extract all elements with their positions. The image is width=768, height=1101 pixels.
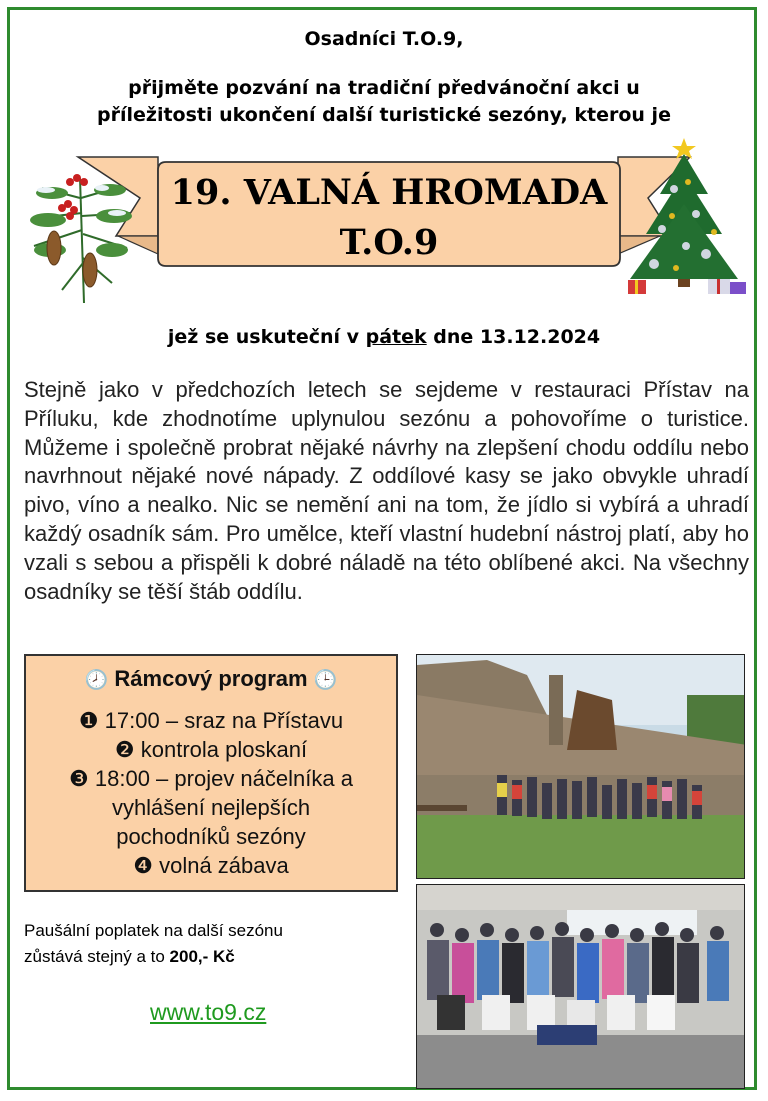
program-item: ❸ 18:00 – projev náčelníka a: [69, 766, 353, 791]
event-date-suffix: dne 13.12.2024: [426, 326, 601, 348]
clock-icon: 🕒: [313, 670, 338, 691]
fee-line-1: Paušální poplatek na další sezónu: [24, 921, 283, 940]
program-item: vyhlášení nejlepších: [111, 795, 311, 820]
program-item: ❷ kontrola ploskaní: [114, 737, 308, 762]
photo-castle-group: [416, 654, 745, 879]
program-heading: [26, 666, 396, 692]
fee-note: [24, 918, 404, 970]
program-item: pochodníků sezóny: [116, 824, 306, 849]
body-paragraph: Stejně jako v předchozích letech se sejdeme v restauraci Přístav na Příluku, kde zhodnotíme uplynulou sezónu a pohovoříme o turistice. Můžeme i společně probrat nějaké návrhy na zlepšení chodu oddílu nebo navrhnout nějaké nové nápady. Z oddílové kasy se jako obvykle uhradí pivo, víno a nealko. Nic se nemění ani na tom, že jídlo si vybírá a uhradí každý osadník sám. Pro umělce, kteří vlastní hudební nástroj platí, aby ho vzali s sebou a přispěli k dobré náladě na této oblíbené akci. Na všechny osadníky se těší štáb oddílu.: [24, 377, 749, 604]
pine-branch-icon: [22, 168, 137, 310]
fee-line-2: [24, 944, 404, 970]
event-day: pátek: [365, 326, 427, 348]
event-date-prefix: jež se uskuteční v: [167, 326, 366, 348]
program-box: [24, 654, 398, 892]
fee-amount: 200,- Kč: [169, 947, 235, 966]
program-item: ❹ volná zábava: [133, 853, 289, 878]
program-item: ❶ 17:00 – sraz na Přístavu: [78, 708, 344, 733]
photo-indoor-group: [416, 884, 745, 1089]
program-title: Rámcový program: [114, 666, 308, 691]
invitation-line-1: přijměte pozvání na tradiční předvánoční akci u: [128, 77, 640, 99]
banner-title-line-2: T.O.9: [339, 222, 439, 263]
invitation-line-2: příležitosti ukončení další turistické sezóny, kterou je: [97, 104, 671, 126]
event-date: [0, 326, 768, 348]
program-list: [26, 706, 396, 880]
clock-icon: 🕗: [84, 670, 109, 691]
fee-line-2-prefix: zůstává stejný a to: [24, 947, 170, 966]
website-link[interactable]: www.to9.cz: [150, 999, 267, 1025]
banner-title-line-1: 19. VALNÁ HROMADA: [170, 172, 608, 213]
greeting: Osadníci T.O.9,: [304, 28, 464, 50]
christmas-tree-icon: [626, 134, 750, 298]
